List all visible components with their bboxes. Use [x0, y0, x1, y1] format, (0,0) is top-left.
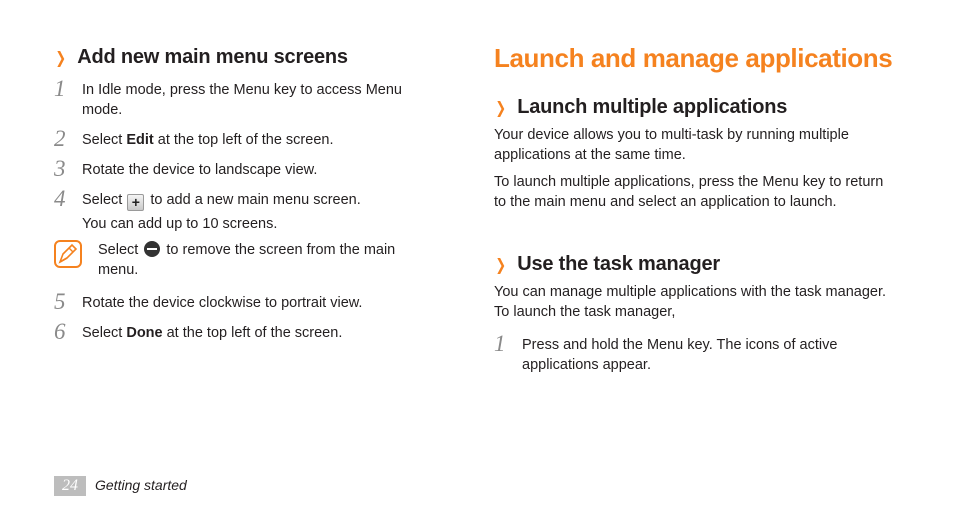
step-text: Press and hold the Menu key. The icons of active applications appear.: [522, 337, 838, 373]
chevron-right-icon: ❯: [495, 257, 506, 274]
page-title: Launch and manage applications: [494, 43, 893, 73]
chevron-right-icon: ❯: [55, 50, 66, 67]
step-text: Select Done at the top left of the screen.: [82, 325, 343, 341]
plus-icon: +: [127, 194, 144, 211]
paragraph: Your device allows you to multi-task by running multiple applications at the same time.: [494, 127, 849, 163]
page-number: 24: [54, 476, 86, 496]
section-heading-task-manager: ❯ Use the task manager: [495, 253, 720, 275]
section-heading-launch-multiple: ❯ Launch multiple applications: [495, 96, 788, 118]
chevron-right-icon: ❯: [495, 100, 506, 117]
section-heading-add-screens: ❯ Add new main menu screens: [55, 46, 348, 68]
note-pencil-icon: [54, 240, 82, 268]
step-number: 1: [54, 76, 66, 101]
step-text: Select Edit at the top left of the screen.: [82, 132, 334, 148]
step-number: 4: [54, 186, 66, 211]
step-text: In Idle mode, press the Menu key to access Menu mode.: [82, 82, 402, 118]
step-text: Rotate the device clockwise to portrait view.: [82, 295, 363, 311]
step-number: 2: [54, 126, 66, 151]
step-number: 5: [54, 289, 66, 314]
step-number: 3: [54, 156, 66, 181]
paragraph: To launch multiple applications, press the Menu key to return to the main menu and select an application to launch.: [494, 174, 884, 210]
minus-circle-icon: [144, 241, 160, 257]
step-number: 6: [54, 319, 66, 344]
note-text: Select to remove the screen from the main menu.: [98, 242, 396, 278]
step-number: 1: [494, 331, 506, 356]
step-text: Rotate the device to landscape view.: [82, 162, 318, 178]
section-label: Getting started: [95, 477, 187, 493]
paragraph: You can manage multiple applications with the task manager. To launch the task manager,: [494, 284, 887, 320]
step-text: Select + to add a new main menu screen. You can add up to 10 screens.: [82, 192, 361, 232]
